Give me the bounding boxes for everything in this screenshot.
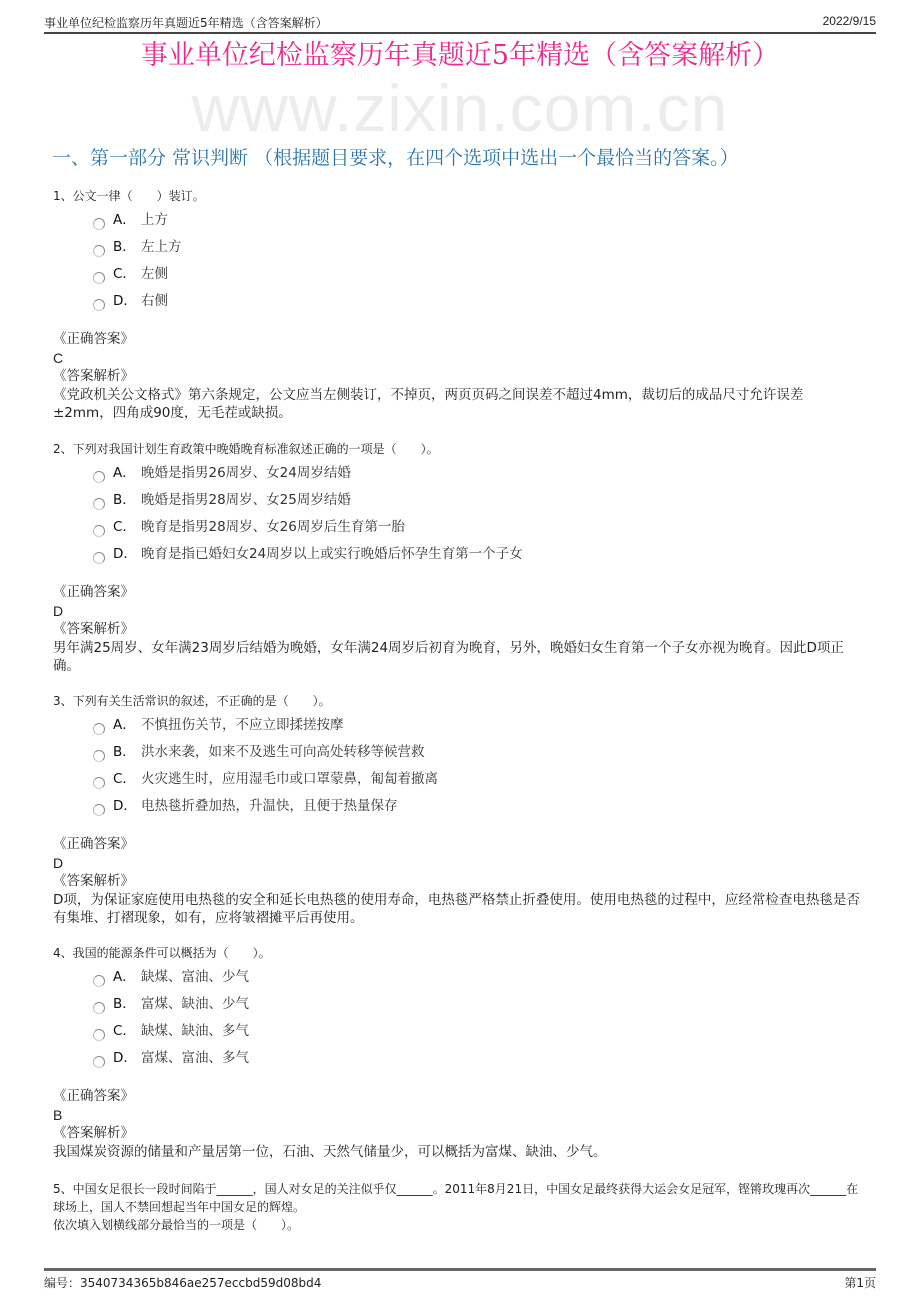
answer-label: 《正确答案》 bbox=[53, 331, 134, 347]
option-text: 晚婚是指男28周岁、女25周岁结婚 bbox=[141, 492, 351, 508]
option-b[interactable] bbox=[53, 234, 863, 261]
option-letter: C． bbox=[113, 771, 136, 787]
option-text: 缺煤、缺油、多气 bbox=[141, 1023, 249, 1039]
option-letter: A． bbox=[113, 969, 136, 985]
watermark: www.zixin.com.cn bbox=[191, 71, 729, 145]
answer-label: 《正确答案》 bbox=[53, 584, 134, 600]
answer-label: 《正确答案》 bbox=[53, 1088, 134, 1104]
page-number: 第1页 bbox=[844, 1276, 876, 1290]
radio-button-icon[interactable] bbox=[93, 1056, 105, 1068]
radio-button-icon[interactable] bbox=[93, 245, 105, 257]
option-text: 电热毯折叠加热，升温快，且便于热量保存 bbox=[141, 798, 398, 814]
question-1 bbox=[53, 187, 863, 423]
option-text: 左上方 bbox=[141, 239, 182, 255]
correct-answer: D bbox=[53, 854, 64, 871]
answer-label: 《正确答案》 bbox=[53, 836, 134, 852]
question-5 bbox=[53, 1180, 863, 1234]
option-letter: D． bbox=[113, 546, 137, 562]
question-2 bbox=[53, 440, 863, 676]
analysis-label: 《答案解析》 bbox=[53, 368, 134, 384]
option-text: 富煤、富油、多气 bbox=[141, 1050, 249, 1066]
radio-button-icon[interactable] bbox=[93, 1029, 105, 1041]
analysis-label: 《答案解析》 bbox=[53, 621, 134, 637]
analysis-text: 男年满25周岁、女年满23周岁后结婚为晚婚，女年满24周岁后初育为晚育，另外，晚婚妇女生育第一个子女亦视为晚育。因此D项正确。 bbox=[53, 639, 844, 674]
option-letter: B． bbox=[113, 239, 136, 255]
option-letter: C． bbox=[113, 266, 136, 282]
radio-button-icon[interactable] bbox=[93, 723, 105, 735]
option-letter: D． bbox=[113, 798, 137, 814]
option-text: 火灾逃生时，应用湿毛巾或口罩蒙鼻，匍匐着撤离 bbox=[141, 771, 438, 787]
question-text: 4、我国的能源条件可以概括为（ ）。 bbox=[53, 946, 271, 960]
option-d[interactable] bbox=[53, 288, 863, 315]
option-b[interactable] bbox=[53, 487, 863, 514]
question-3 bbox=[53, 692, 863, 928]
option-letter: D． bbox=[113, 293, 137, 309]
option-text: 洪水来袭，如来不及逃生可向高处转移等候营救 bbox=[141, 744, 425, 760]
radio-button-icon[interactable] bbox=[93, 777, 105, 789]
radio-button-icon[interactable] bbox=[93, 1002, 105, 1014]
option-b[interactable] bbox=[53, 739, 863, 766]
question-text: 2、下列对我国计划生育政策中晚婚晚育标准叙述正确的一项是（ ）。 bbox=[53, 442, 439, 456]
option-letter: A． bbox=[113, 212, 136, 228]
option-letter: D． bbox=[113, 1050, 137, 1066]
option-text: 富煤、缺油、少气 bbox=[141, 996, 249, 1012]
question-prompt: 依次填入划横线部分最恰当的一项是（ ）。 bbox=[53, 1218, 300, 1232]
analysis-text: D项，为保证家庭使用电热毯的安全和延长电热毯的使用寿命，电热毯严格禁止折叠使用。使用电热毯的过程中，应经常检查电热毯是否有集堆、打褶现象，如有，应将皱褶摊平后再使用。 bbox=[53, 891, 860, 926]
option-text: 晚育是指男28周岁、女26周岁后生育第一胎 bbox=[141, 519, 405, 535]
radio-button-icon[interactable] bbox=[93, 975, 105, 987]
question-4 bbox=[53, 944, 863, 1161]
option-d[interactable] bbox=[53, 541, 863, 568]
section-heading: 一、第一部分 常识判断 （根据题目要求，在四个选项中选出一个最恰当的答案。） bbox=[52, 147, 739, 169]
question-text: 1、公文一律（ ）装订。 bbox=[53, 189, 205, 203]
analysis-label: 《答案解析》 bbox=[53, 873, 134, 889]
option-c[interactable] bbox=[53, 514, 863, 541]
option-text: 左侧 bbox=[141, 266, 168, 282]
radio-button-icon[interactable] bbox=[93, 552, 105, 564]
page-header bbox=[44, 12, 876, 34]
option-text: 晚育是指已婚妇女24周岁以上或实行晚婚后怀孕生育第一个子女 bbox=[141, 546, 523, 562]
correct-answer: C bbox=[53, 349, 64, 366]
analysis-text: 我国煤炭资源的储量和产量居第一位，石油、天然气储量少，可以概括为富煤、缺油、少气。 bbox=[53, 1143, 607, 1160]
correct-answer: B bbox=[53, 1106, 63, 1123]
radio-button-icon[interactable] bbox=[93, 471, 105, 483]
option-c[interactable] bbox=[53, 261, 863, 288]
option-letter: A． bbox=[113, 465, 136, 481]
option-letter: B． bbox=[113, 996, 136, 1012]
radio-button-icon[interactable] bbox=[93, 525, 105, 537]
question-text: 3、下列有关生活常识的叙述，不正确的是（ ）。 bbox=[53, 694, 331, 708]
document-title: 事业单位纪检监察历年真题近5年精选（含答案解析） bbox=[140, 40, 780, 71]
radio-button-icon[interactable] bbox=[93, 498, 105, 510]
radio-button-icon[interactable] bbox=[93, 750, 105, 762]
option-text: 上方 bbox=[141, 212, 168, 228]
option-letter: A． bbox=[113, 717, 136, 733]
option-b[interactable] bbox=[53, 991, 863, 1018]
option-text: 缺煤、富油、少气 bbox=[141, 969, 249, 985]
option-letter: C． bbox=[113, 519, 136, 535]
radio-button-icon[interactable] bbox=[93, 804, 105, 816]
header-title: 事业单位纪检监察历年真题近5年精选（含答案解析） bbox=[44, 16, 328, 30]
option-text: 右侧 bbox=[141, 293, 168, 309]
page-footer bbox=[44, 1268, 876, 1290]
option-letter: B． bbox=[113, 492, 136, 508]
analysis-label: 《答案解析》 bbox=[53, 1125, 134, 1141]
option-a[interactable] bbox=[53, 207, 863, 234]
option-text: 晚婚是指男26周岁、女24周岁结婚 bbox=[141, 465, 351, 481]
radio-button-icon[interactable] bbox=[93, 299, 105, 311]
option-c[interactable] bbox=[53, 1018, 863, 1045]
document-id: 编号：3540734365b846ae257eccbd59d08bd4 bbox=[44, 1276, 322, 1290]
correct-answer: D bbox=[53, 602, 64, 619]
radio-button-icon[interactable] bbox=[93, 218, 105, 230]
option-a[interactable] bbox=[53, 712, 863, 739]
radio-button-icon[interactable] bbox=[93, 272, 105, 284]
option-letter: C． bbox=[113, 1023, 136, 1039]
question-text: 5、中国女足很长一段时间陷于______，国人对女足的关注似乎仅______。2011年8月21日，中国女足最终获得大运会女足冠军，铿锵玫瑰再次______在球场上，国人不禁回想起当年中国女足的辉煌。 bbox=[53, 1182, 859, 1214]
option-c[interactable] bbox=[53, 766, 863, 793]
option-letter: B． bbox=[113, 744, 136, 760]
header-date: 2022/9/15 bbox=[822, 14, 876, 28]
option-text: 不慎扭伤关节，不应立即揉搓按摩 bbox=[141, 717, 344, 733]
analysis-text: 《党政机关公文格式》第六条规定，公文应当左侧装订，不掉页，两页页码之间误差不超过4mm，裁切后的成品尺寸允许误差±2mm，四角成90度，无毛茬或缺损。 bbox=[53, 386, 804, 421]
option-d[interactable] bbox=[53, 1045, 863, 1072]
option-a[interactable] bbox=[53, 964, 863, 991]
option-d[interactable] bbox=[53, 793, 863, 820]
option-a[interactable] bbox=[53, 460, 863, 487]
